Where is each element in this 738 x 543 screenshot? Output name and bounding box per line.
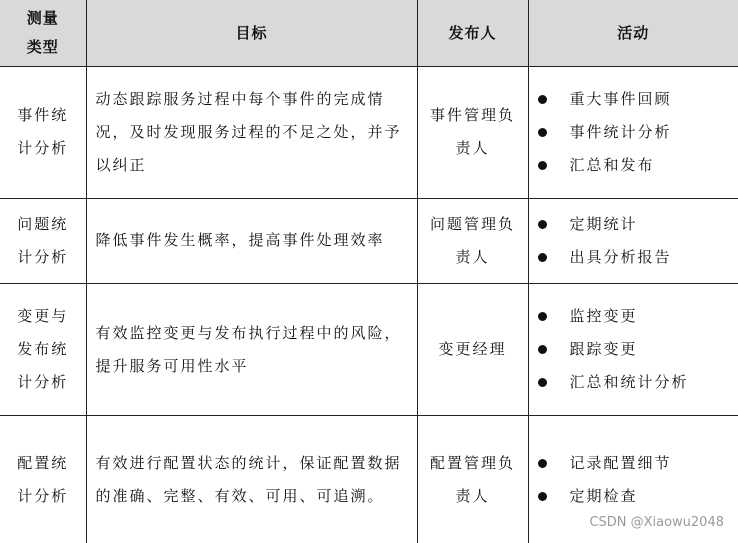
watermark: CSDN @Xiaowu2048 — [589, 515, 724, 530]
publisher-cell: 配置管理负责人 — [417, 416, 528, 543]
publisher-cell: 事件管理负责人 — [417, 67, 528, 199]
header-publisher — [417, 0, 528, 67]
activity-text: 汇总和统计分析 — [569, 373, 689, 392]
publisher-cell: 问题管理负责人 — [417, 198, 528, 283]
list-item — [537, 366, 738, 399]
header-row — [0, 0, 738, 67]
bullet-icon — [538, 253, 547, 262]
goal-cell: 降低事件发生概率，提高事件处理效率 — [86, 198, 417, 283]
bullet-icon — [538, 312, 547, 321]
publisher-cell: 变更经理 — [417, 283, 528, 416]
list-item — [537, 83, 738, 116]
header-type-label: 测量 类型 — [26, 9, 59, 56]
bullet-icon — [538, 378, 547, 387]
activity-text: 监控变更 — [569, 307, 638, 326]
activity-text: 汇总和发布 — [569, 155, 655, 174]
type-cell: 问题统计分析 — [0, 198, 86, 283]
activity-text: 出具分析报告 — [569, 247, 672, 266]
list-item — [537, 241, 738, 274]
activity-text: 定期统计 — [569, 214, 638, 233]
activities-cell — [528, 198, 738, 283]
activity-list — [537, 300, 738, 399]
activity-text: 事件统计分析 — [569, 122, 672, 141]
goal-cell: 动态跟踪服务过程中每个事件的完成情况，及时发现服务过程的不足之处，并予以纠正 — [86, 67, 417, 199]
activity-text: 定期检查 — [569, 486, 638, 505]
header-goal — [86, 0, 417, 67]
list-item — [537, 208, 738, 241]
activity-list — [537, 83, 738, 182]
bullet-icon — [538, 492, 547, 501]
list-item — [537, 300, 738, 333]
activity-text: 跟踪变更 — [569, 340, 638, 359]
header-publisher-label: 发布人 — [448, 23, 497, 42]
list-item — [537, 116, 738, 149]
type-cell: 事件统计分析 — [0, 67, 86, 199]
list-item — [537, 447, 738, 480]
activity-list — [537, 447, 738, 513]
activity-text: 重大事件回顾 — [569, 89, 672, 108]
type-cell: 变更与发布统计分析 — [0, 283, 86, 416]
goal-cell: 有效监控变更与发布执行过程中的风险，提升服务可用性水平 — [86, 283, 417, 416]
table-row — [0, 283, 738, 416]
bullet-icon — [538, 220, 547, 229]
activities-cell — [528, 67, 738, 199]
header-goal-label: 目标 — [235, 23, 268, 42]
bullet-icon — [538, 95, 547, 104]
goal-cell: 有效进行配置状态的统计，保证配置数据的准确、完整、有效、可用、可追溯。 — [86, 416, 417, 543]
activity-list — [537, 208, 738, 274]
bullet-icon — [538, 459, 547, 468]
table-row — [0, 67, 738, 199]
bullet-icon — [538, 128, 547, 137]
header-type — [0, 0, 86, 67]
list-item — [537, 149, 738, 182]
header-activities — [528, 0, 738, 67]
type-cell: 配置统计分析 — [0, 416, 86, 543]
list-item — [537, 333, 738, 366]
bullet-icon — [538, 161, 547, 170]
bullet-icon — [538, 345, 547, 354]
list-item — [537, 480, 738, 513]
activity-text: 记录配置细节 — [569, 453, 672, 472]
table-row — [0, 198, 738, 283]
activities-cell — [528, 283, 738, 416]
header-activities-label: 活动 — [617, 23, 650, 42]
